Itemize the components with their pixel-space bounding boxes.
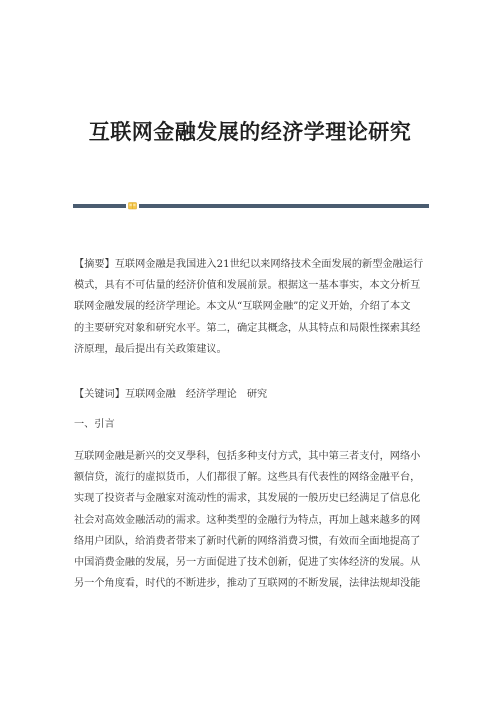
body-line: 实现了投资者与金融家对流动性的需求，其发展的一般历史已经满足了信息化 (74, 493, 421, 505)
divider-bar-left (73, 204, 126, 208)
keyword-term: 互联网金融 (124, 389, 176, 400)
abstract-line: 【摘要】互联网金融是我国进入21世纪以来网络技术全面发展的新型金融运行 (74, 259, 424, 270)
body-paragraph (74, 446, 430, 594)
abstract-line: 联网金融发展的经济学理论。本文从“互联网金融”的定义开始，介绍了本文 (74, 301, 411, 313)
abstract-line: 模式，具有不可估量的经济价值和发展前景。根据这一基本事实，本文分析互 (74, 280, 421, 292)
section-heading (74, 414, 430, 435)
section-heading-text: 一、引言 (74, 419, 115, 430)
body-line: 社会对高效金融活动的需求。这种类型的金融行为特点，再加上越来越多的网 (74, 514, 421, 526)
divider-bar-right (139, 204, 429, 208)
keywords-label: 【关键词】 (74, 389, 125, 400)
body-line: 互联网金融是新兴的交叉學科，包括多种支付方式，其中第三者支付，网络小 (74, 451, 421, 462)
abstract-line: 的主要研究对象和研究水平。第二，确定其概念，从其特点和局限性探索其经 (74, 322, 421, 334)
abstract (74, 254, 430, 360)
keyword-term: 研究 (246, 389, 268, 400)
body-line: 中国消费金融的发展，另一方面促进了技术创新，促进了实体经济的发展。从 (74, 557, 421, 569)
body-line: 另一个角度看，时代的不断进步，推动了互联网的不断发展，法律法规却没能 (74, 578, 421, 590)
keywords-line (74, 384, 430, 405)
book-icon (128, 201, 137, 210)
keywords (74, 384, 430, 405)
keyword-term: 经济学理论 (185, 389, 237, 400)
document-title: 互联网金融发展的经济学理论研究 (88, 119, 412, 144)
body-line: 额信贷，流行的虚拟货币，人们都很了解。这些具有代表性的网络金融平台， (74, 472, 421, 484)
body-line: 络用户团队，给消费者带来了新时代新的网络消费习惯，有效而全面地提高了 (74, 535, 421, 547)
abstract-line: 济原理，最后提出有关政策建议。 (74, 343, 227, 355)
title-divider (73, 204, 429, 208)
